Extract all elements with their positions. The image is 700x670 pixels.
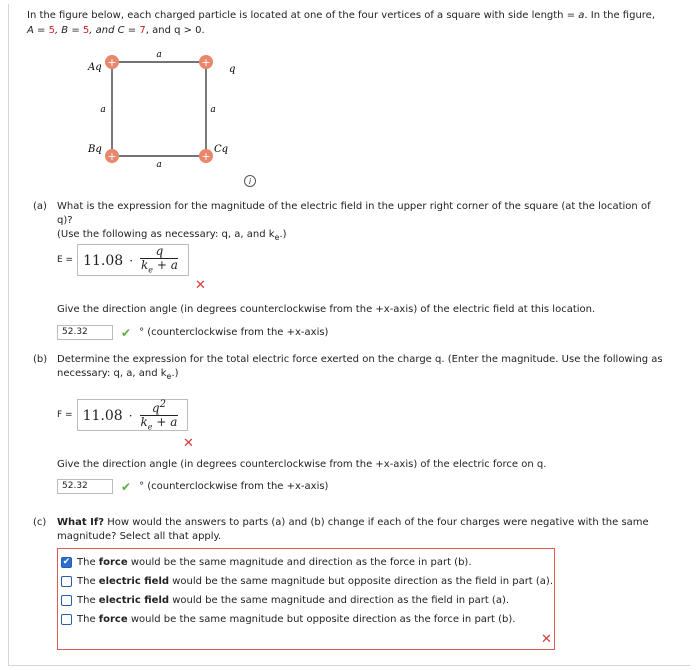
charge-tl [105,55,119,69]
option-4[interactable]: The force would be the same magnitude but opposite direction as the force in part (b). [58,610,554,629]
intro-tail: , and q > 0. [145,25,205,36]
part-c-question: (c) What If? How would the answers to parts (a) and (b) change if each of the four charges were negative with the same magnitude? Select all that apply. [33,517,649,542]
A-value: 5 [48,25,55,36]
svg-text:+: + [107,150,117,163]
C-label: , and C = [89,25,140,36]
checkbox-checked[interactable]: ✔ [62,557,71,567]
part-a-expression-input[interactable]: 11.08 · $\frac{q}{k_e + a}$ [77,244,189,276]
part-a-question: (a) What is the expression for the magnitude of the electric field in the upper right corner of the square (at the location of q)? (Use the following as necessary: q, a, and $k_e$.) [33,201,651,242]
side-bottom-label: a [156,160,162,170]
charge-label-q: q [229,64,236,75]
svg-text:+: + [201,150,211,163]
part-b-incorrect-icon: ✕ [183,436,194,451]
part-a-direction-input[interactable]: 52.32 [57,325,113,340]
svg-text:+: + [107,56,117,69]
B-value: 5 [82,25,90,36]
C-value: 7 [139,25,146,36]
checkbox[interactable] [61,595,72,606]
part-c-incorrect-icon: ✕ [541,632,552,647]
charge-label-Bq: Bq [88,144,102,155]
part-b-direction-question: Give the direction angle (in degrees counterclockwise from the +x-axis) of the electric force on q. [57,459,547,470]
correct-check-icon: ✔ [121,325,132,340]
svg-text:+: + [201,56,211,69]
checkbox[interactable] [61,614,72,625]
info-icon[interactable]: i [244,175,256,187]
part-b-fraction: $\frac{q^2}{k_e + a}$ [140,398,178,432]
charge-br [199,149,213,163]
square-charge-figure [80,48,250,173]
option-3[interactable]: The electric field would be the same magnitude and direction as the field in part (a). [58,591,554,610]
part-c-options [57,548,555,650]
charge-label-Cq: Cq [214,144,229,155]
part-b-direction-row [57,479,328,494]
option-2[interactable]: The electric field would be the same magnitude but opposite direction as the field in part (a). [58,572,554,591]
part-a-fraction: $\frac{q}{k_e + a}$ [141,243,178,275]
charge-label-Aq: Aq [88,62,102,73]
correct-check-icon: ✔ [121,479,132,494]
side-top-label: a [156,50,162,60]
part-a-incorrect-icon: ✕ [195,278,206,293]
part-b-question: (b) Determine the expression for the total electric force exerted on the charge q. (Enter the magnitude. Use the following as necessary: q, a, and $k_e$.) [33,354,663,381]
B-label: , B = [54,25,83,36]
intro-a: a [578,10,585,21]
part-a-direction-question: Give the direction angle (in degrees counterclockwise from the +x-axis) of the electric field at this location. [57,304,596,315]
A-label: A = [27,25,49,36]
side-right-label: a [210,105,216,115]
part-b-answer-row: F = 11.08 · $\frac{q^2}{k_e + a}$ [57,399,188,431]
option-1[interactable]: ✔ The force would be the same magnitude and direction as the force in part (b). [62,557,472,568]
checkbox[interactable] [61,576,72,587]
part-b-expression-input[interactable]: 11.08 · $\frac{q^2}{k_e + a}$ [77,399,189,431]
problem-intro [27,8,677,38]
part-a-unit: ° (counterclockwise from the +x-axis) [139,327,329,338]
part-a-answer-row: E = 11.08 · $\frac{q}{k_e + a}$ [57,244,189,276]
charge-tr [199,55,213,69]
intro-text-2: . In the figure, [584,10,656,21]
part-b-direction-input[interactable]: 52.32 [57,479,113,494]
part-b-unit: ° (counterclockwise from the +x-axis) [139,481,329,492]
side-left-label: a [100,105,106,115]
part-a-direction-row [57,325,328,340]
charge-bl [105,149,119,163]
intro-text: In the figure below, each charged particle is located at one of the four vertices of a square with side length = [27,10,579,21]
